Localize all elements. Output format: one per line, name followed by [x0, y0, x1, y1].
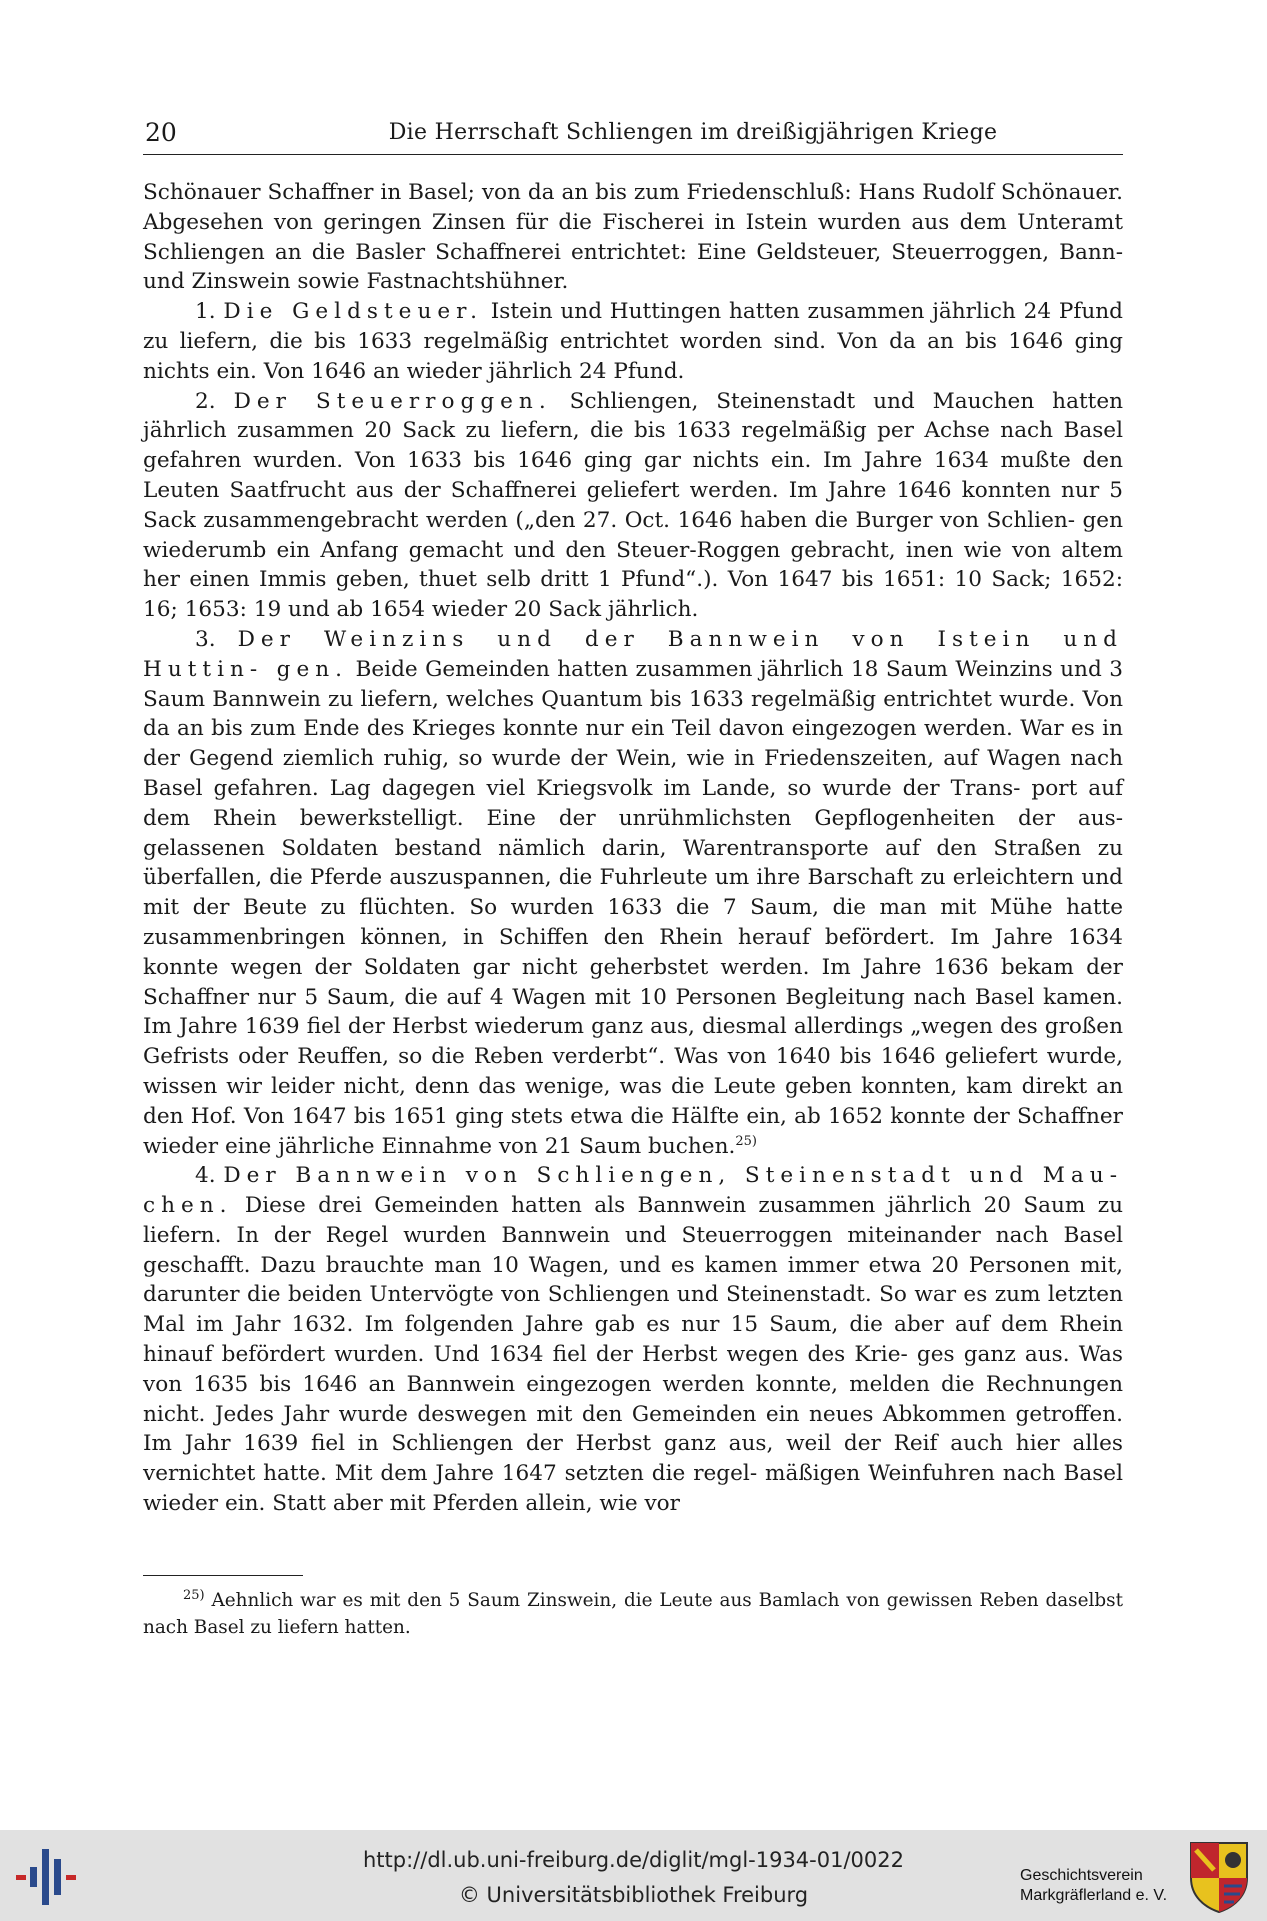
section-number: 3.: [195, 626, 216, 652]
footnote-reference[interactable]: 25): [735, 1133, 757, 1149]
footnote-marker: 25): [183, 1587, 205, 1603]
society-name-line1: Geschichtsverein: [1020, 1867, 1143, 1884]
paragraph-text: Beide Gemeinden hatten zusammen jährlich 18 Saum Weinzins und 3 Saum Bannwein zu liefern, welches Quantum bis 1633 regelmäßig entrichtet wurde. Von da an bis zum Ende des Krieges konnte nur ein Teil davon eingezogen werden. War es in der Gegend ziemlich ruhig, so wurde der Wein, wie in Friedenszeiten, auf Wagen nach Basel gefahren. Lag dagegen viel Kriegsvolk im Lande, so wurde der Trans- port auf dem Rhein bewerkstelligt. Eine der unrühmlichsten Gepflogenheiten der aus- gelassenen Soldaten bestand nämlich darin, Warentransporte auf den Straßen zu überfallen, die Pferde auszuspannen, die Fuhrleute um ihre Barschaft zu erleichtern und mit der Beute zu flüchten. So wurden 1633 die 7 Saum, die man mit Mühe hatte zusammenbringen können, in Schiffen den Rhein herauf befördert. Im Jahre 1634 konnte wegen der Soldaten gar nicht geherbstet werden. Im Jahre 1636 bekam der Schaffner nur 5 Saum, die auf 4 Wagen mit 10 Personen Begleitung nach Basel kamen. Im Jahre 1639 fiel der Herbst wiederum ganz aus, diesmal allerdings „wegen des großen Gefrists oder Reuffen, so die Reben verderbt“. Was von 1640 bis 1646 geliefert wurde, wissen wir leider nicht, denn das wenige, was die Leute geben konnten, kam direkt an den Hof. Von 1647 bis 1651 ging stets etwa die Hälfte ein, ab 1652 konnte der Schaffner wieder eine jährliche Einnahme von 21 Saum buchen.: [143, 656, 1123, 1159]
section-number: 1.: [195, 299, 216, 325]
body-text: [143, 178, 1123, 1519]
running-title: Die Herrschaft Schliengen im dreißigjährigen Kriege: [388, 120, 998, 145]
society-name: [1020, 1866, 1185, 1906]
society-name-line2: Markgräflerland e. V.: [1020, 1887, 1168, 1904]
footnote: [143, 1587, 1123, 1641]
paragraph-text: Istein und Huttingen hatten zusammen jährlich 24 Pfund zu liefern, die bis 1633 regelmäßig entrichtet worden sind. Von da an bis 1646 ging nichts ein. Von 1646 an wieder jährlich 24 Pfund.: [143, 299, 1123, 384]
section-heading: Der Bannwein von Schliengen, Steinenstadt und Mau- chen.: [143, 1163, 1123, 1219]
footnote-divider: [143, 1575, 303, 1576]
coat-of-arms-icon[interactable]: [1188, 1840, 1250, 1914]
viewer-footer: [0, 1830, 1267, 1921]
paragraph-intro: [143, 178, 1123, 297]
paragraph-intro-text: Schönauer Schaffner in Basel; von da an bis zum Friedenschluß: Hans Rudolf Schönauer. Abgesehen von geringen Zinsen für die Fischerei in Istein wurden aus dem Unteramt Schliengen an die Basler Schaffnerei entrichtet: Eine Geldsteuer, Steuerroggen, Bann- und Zinswein sowie Fastnachtshühner.: [143, 180, 1123, 295]
page-number: 20: [145, 118, 177, 147]
paragraph-geldsteuer: [143, 297, 1123, 386]
paragraph-text: Schliengen, Steinenstadt und Mauchen hatten jährlich zusammen 20 Sack zu liefern, die bis 1633 regelmäßig per Achse nach Basel gefahren wurden. Von 1633 bis 1646 ging gar nichts ein. Im Jahre 1634 mußte den Leuten Saatfrucht aus der Schaffnerei geliefert werden. Im Jahre 1646 konnten nur 5 Sack zusammengebracht werden („den 27. Oct. 1646 haben die Burger von Schlien- gen wiederumb ein Anfang gemacht und den Steuer-Roggen gebracht, inen wie von altem her einen Immis geben, thuet selb dritt 1 Pfund“.). Von 1647 bis 1651: 10 Sack; 1652: 16; 1653: 19 und ab 1654 wieder 20 Sack jährlich.: [143, 388, 1124, 623]
paragraph-text: Diese drei Gemeinden hatten als Bannwein zusammen jährlich 20 Saum zu liefern. In der Regel wurden Bannwein und Steuerroggen miteinander nach Basel geschafft. Dazu brauchte man 10 Wagen, und es kamen immer etwa 20 Personen mit, darunter die beiden Untervögte von Schliengen und Steinenstadt. So war es zum letzten Mal im Jahr 1632. Im folgenden Jahre gab es nur 15 Saum, die aber auf dem Rhein hinauf befördert wurden. Und 1634 fiel der Herbst wegen des Krie- ges ganz aus. Was von 1635 bis 1646 an Bannwein eingezogen werden konnte, melden die Rechnungen nicht. Jedes Jahr wurde deswegen mit den Gemeinden ein neues Abkommen getroffen. Im Jahr 1639 fiel in Schliengen der Herbst ganz aus, weil der Reif auch hier alles vernichtet hatte. Mit dem Jahre 1647 setzten die regel- mäßigen Weinfuhren nach Basel wieder ein. Statt aber mit Pferden allein, wie vor: [143, 1193, 1123, 1517]
section-heading: Die Geldsteuer.: [223, 299, 483, 325]
paragraph-bannwein: [143, 1161, 1123, 1519]
paragraph-weinzins: [143, 625, 1123, 1161]
copyright-notice: © Universitätsbibliothek Freiburg: [458, 1883, 809, 1907]
section-heading: Der Steuerroggen.: [233, 388, 552, 414]
paragraph-steuerroggen: [143, 387, 1123, 625]
footnote-text: Aehnlich war es mit den 5 Saum Zinswein, die Leute aus Bamlach von gewissen Reben daselbst nach Basel zu liefern hatten.: [143, 1590, 1123, 1638]
permalink-url[interactable]: http://dl.ub.uni-freiburg.de/diglit/mgl-1934-01/0022: [362, 1848, 904, 1872]
section-heading: Der Weinzins und der Bannwein von Istein und Huttin- gen.: [143, 626, 1123, 682]
section-number: 2.: [195, 388, 216, 414]
page-header: [143, 118, 1123, 155]
section-number: 4.: [195, 1163, 216, 1189]
